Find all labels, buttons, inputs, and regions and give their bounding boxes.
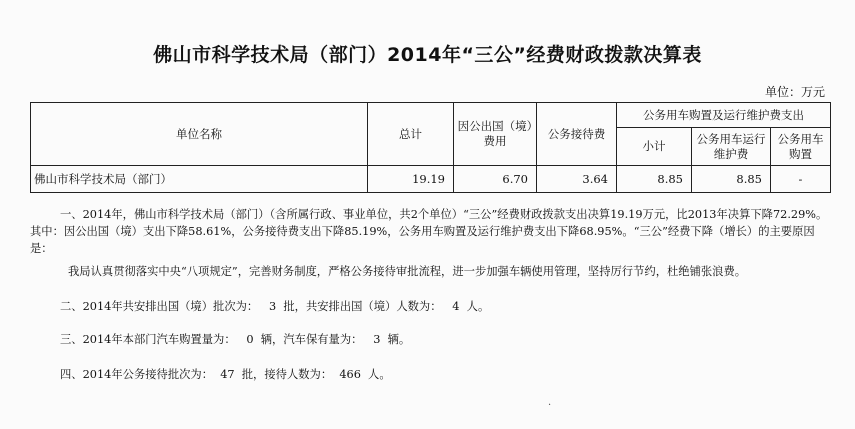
cell-vehicle-purchase: - bbox=[771, 166, 831, 193]
header-reception: 公务接待费 bbox=[537, 103, 617, 166]
header-subtotal: 小计 bbox=[617, 128, 692, 166]
stray-mark: · bbox=[548, 400, 552, 411]
header-vehicle-operation: 公务用车运行维护费 bbox=[692, 128, 771, 166]
cell-total: 19.19 bbox=[368, 166, 454, 193]
note-overseas-trips: 二、2014年共安排出国（境）批次为： 3 批，共安排出国（境）人数为： 4 人。 bbox=[60, 300, 490, 313]
page-title: 佛山市科学技术局（部门）2014年“三公”经费财政拨款决算表 bbox=[153, 44, 702, 66]
cell-subtotal: 8.85 bbox=[617, 166, 692, 193]
header-total: 总计 bbox=[368, 103, 454, 166]
expense-table bbox=[30, 102, 831, 193]
unit-label: 单位：万元 bbox=[764, 85, 825, 99]
cell-reception: 3.64 bbox=[537, 166, 617, 193]
note-paragraph-2: 我局认真贯彻落实中央“八项规定”，完善财务制度，严格公务接待审批流程，进一步加强车辆使用管理，坚持厉行节约，杜绝铺张浪费。 bbox=[68, 265, 747, 278]
note-reception: 四、2014年公务接待批次为： 47 批，接待人数为： 466 人。 bbox=[60, 368, 391, 381]
header-unit-name: 单位名称 bbox=[31, 103, 368, 166]
header-vehicle-group: 公务用车购置及运行维护费支出 bbox=[617, 103, 831, 128]
cell-overseas: 6.70 bbox=[454, 166, 537, 193]
header-overseas: 因公出国（境）费用 bbox=[454, 103, 537, 166]
cell-vehicle-operation: 8.85 bbox=[692, 166, 771, 193]
cell-unit-name: 佛山市科学技术局（部门） bbox=[31, 166, 368, 193]
header-vehicle-purchase: 公务用车购置 bbox=[771, 128, 831, 166]
note-vehicles: 三、2014年本部门汽车购置量为： 0 辆，汽车保有量为： 3 辆。 bbox=[60, 333, 411, 346]
note-paragraph-1: 一、2014年，佛山市科学技术局（部门）（含所属行政、事业单位，共2个单位）“三公”经费财政拨款支出决算19.19万元，比2013年决算下降72.29%。其中：因公出国（境）支出下降58.61%，公务接待费支出下降85.19%，公务用车购置及运行维护费支出下降68.95%。“三公”经费下降（增长）的主要原因是： bbox=[30, 208, 828, 255]
table-row bbox=[31, 166, 831, 193]
